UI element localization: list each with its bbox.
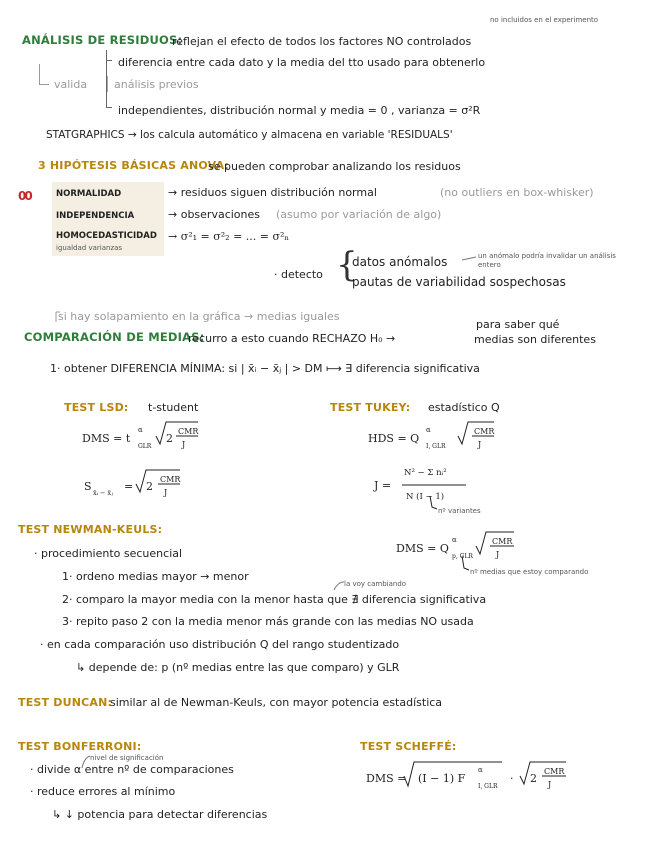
residuos-definition: reflejan el efecto de todos los factores NO controlados	[172, 35, 472, 48]
hipotesis-homocedasticidad-key: HOMOCEDASTICIDAD	[56, 231, 157, 241]
duncan-desc: similar al de Newman-Keuls, con mayor potencia estadística	[110, 696, 443, 709]
detecto-anomalos-note: un anómalo podría invalidar un análisis entero	[478, 252, 616, 269]
newman-dms-note-arrow	[462, 556, 469, 570]
lsd-dms-lhs: DMS = t	[82, 432, 131, 445]
bonferroni-nivel: nivel de significación	[90, 754, 164, 762]
hipotesis-independencia-value: → observaciones	[168, 208, 261, 221]
newman-dms-den: J	[496, 550, 500, 559]
lsd-s-sub: x̄ᵢ − x̄ⱼ	[93, 489, 113, 497]
bonferroni-b2: · reduce errores al mínimo	[30, 785, 176, 798]
scheffe-num: CMR	[544, 767, 565, 776]
tukey-j-lhs: J =	[374, 479, 392, 492]
bonferroni-nivel-curve	[82, 756, 90, 768]
hipotesis-homo-sub: igualdad varianzas	[56, 244, 123, 252]
comparacion-saber: para saber qué	[476, 318, 560, 331]
hipotesis-normalidad-key: NORMALIDAD	[56, 189, 122, 199]
lsd-s-den: J	[164, 488, 168, 497]
scheffe-rad-sup: α	[478, 766, 483, 774]
newman-dms-sup: α	[452, 536, 457, 544]
valida-label: valida	[54, 78, 88, 91]
tukey-sub: estadístico Q	[428, 401, 500, 414]
scheffe-rad-sub: I, GLR	[478, 783, 498, 790]
lsd-dms-rad: 2	[166, 432, 173, 445]
lsd-dms-sub: GLR	[138, 443, 152, 450]
tukey-hds-num: CMR	[474, 427, 495, 436]
detecto-brace: {	[336, 245, 358, 285]
comparacion-medias: medias son diferentes	[474, 333, 596, 346]
comparacion-step1: 1· obtener DIFERENCIA MÍNIMA: si | x̄ᵢ − x̄ⱼ | > DM ⟼ ∃ diferencia significativa	[50, 362, 480, 375]
hipotesis-independencia-note: (asumo por variación de algo)	[276, 208, 442, 221]
valida-value: análisis previos	[114, 78, 199, 91]
newman-dms-radical	[476, 532, 514, 554]
newman-proc: · procedimiento secuencial	[34, 547, 183, 560]
lsd-dms-den: J	[182, 440, 186, 449]
lsd-dms-sup: α	[138, 426, 143, 434]
statgraphics-note: STATGRAPHICS → los calcula automático y almacena en variable 'RESIDUALS'	[46, 129, 453, 141]
lsd-sub: t-student	[148, 401, 199, 414]
tukey-hds-sub: I, GLR	[426, 443, 446, 450]
scheffe-radical-1	[404, 762, 502, 786]
top-note: no incluidos en el experimento	[490, 16, 599, 24]
newman-cambiando: la voy cambiando	[344, 580, 407, 588]
newman-dms-note: nº medias que estoy comparando	[470, 568, 589, 576]
bonferroni-b3: ↳ ↓ potencia para detectar diferencias	[52, 808, 268, 821]
lsd-s-lhs: S	[84, 480, 92, 493]
cambiando-curve	[334, 582, 344, 590]
newman-dms-num: CMR	[492, 537, 513, 546]
newman-step2: 2· comparo la mayor media con la menor hasta que ∄ diferencia significativa	[62, 593, 487, 606]
newman-dms-lhs: DMS = Q	[396, 542, 449, 555]
newman-title: TEST NEWMAN-KEULS:	[18, 523, 163, 536]
tukey-hds-radical	[458, 422, 494, 444]
residuos-title: ANÁLISIS DE RESIDUOS:	[22, 33, 183, 47]
residuos-propiedades: independientes, distribución normal y media = 0 , varianza = σ²R	[118, 104, 481, 117]
scheffe-rad2: 2	[530, 772, 537, 785]
residuos-diferencia: diferencia entre cada dato y la media del tto usado para obtenerlo	[118, 56, 486, 69]
hipotesis-homocedasticidad-value: → σ²₁ = σ²₂ = ... = σ²ₙ	[168, 230, 290, 243]
scheffe-den: J	[548, 780, 552, 789]
newman-step1: 1· ordeno medias mayor → menor	[62, 570, 249, 583]
scheffe-radical-2	[520, 762, 566, 784]
tukey-hds-sup: α	[426, 426, 431, 434]
detecto-anomalos: datos anómalos	[352, 255, 448, 269]
lsd-s-num: CMR	[160, 475, 181, 484]
tukey-hds-lhs: HDS = Q	[368, 432, 420, 445]
scheffe-title: TEST SCHEFFÉ:	[360, 740, 457, 753]
newman-each: · en cada comparación uso distribución Q del rango studentizado	[40, 638, 400, 651]
hipotesis-title: 3 HIPÓTESIS BÁSICAS ANOVA:	[38, 159, 230, 172]
scheffe-rad-body: (I − 1) F	[418, 772, 466, 785]
newman-step3: 3· repito paso 2 con la media menor más grande con las medias NO usada	[62, 615, 474, 628]
comparacion-title: COMPARACIÓN DE MEDIAS:	[24, 330, 205, 344]
tukey-j-num: N² − Σ nᵢ²	[404, 468, 447, 478]
hipotesis-marker: 00	[18, 189, 31, 203]
lsd-dms-num: CMR	[178, 427, 199, 436]
hipotesis-independencia-key: INDEPENDENCIA	[56, 211, 135, 221]
tukey-j-den: N (I − 1)	[406, 492, 445, 502]
comparacion-desc: recurro a esto cuando RECHAZO H₀ →	[188, 332, 396, 345]
lsd-dms-radical	[156, 422, 198, 444]
lsd-s-eq: =	[124, 480, 134, 493]
tukey-title: TEST TUKEY:	[330, 401, 411, 414]
newman-depende: ↳ depende de: p (nº medias entre las que comparo) y GLR	[76, 661, 400, 674]
tukey-hds-den: J	[478, 440, 482, 449]
bonferroni-b1: · divide α entre nº de comparaciones	[30, 763, 234, 776]
comparacion-pre-note: si hay solapamiento en la gráfica → medias iguales	[58, 310, 340, 323]
duncan-title: TEST DUNCAN:	[18, 696, 113, 709]
scheffe-dot: ·	[510, 772, 514, 785]
hipotesis-normalidad-note: (no outliers en box-whisker)	[440, 186, 594, 199]
detecto-label: · detecto	[274, 268, 323, 281]
scheffe-lhs: DMS =	[366, 772, 407, 785]
lsd-title: TEST LSD:	[64, 401, 129, 414]
detecto-note-dash	[462, 257, 476, 260]
tukey-j-note: nº variantes	[438, 507, 481, 515]
bonferroni-title: TEST BONFERRONI:	[18, 740, 142, 753]
hipotesis-desc: se pueden comprobar analizando los residuos	[208, 160, 461, 173]
detecto-pautas: pautas de variabilidad sospechosas	[352, 275, 566, 289]
newman-dms-sub: p, GLR	[452, 553, 473, 560]
hipotesis-normalidad-value: → residuos siguen distribución normal	[168, 186, 377, 199]
tukey-j-note-arrow	[430, 496, 437, 509]
lsd-s-radical	[136, 470, 180, 492]
lsd-s-rad: 2	[146, 480, 153, 493]
